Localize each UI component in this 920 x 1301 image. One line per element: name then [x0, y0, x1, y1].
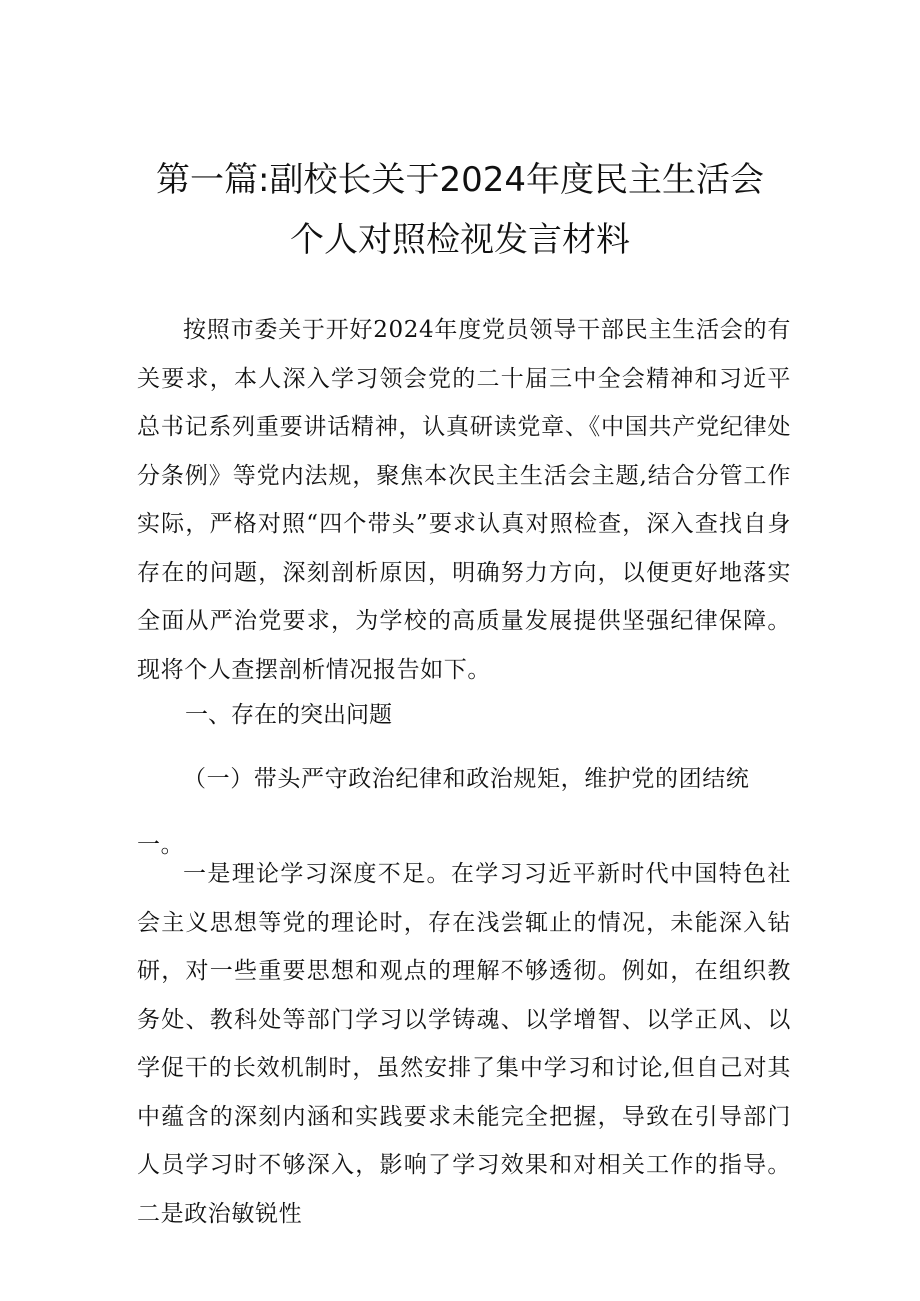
document-title-line-2: 个人对照检视发言材料 — [290, 220, 630, 260]
body-paragraph: 一是理论学习深度不足。在学习习近平新时代中国特色社会主义思想等党的理论时，存在浅尝辄止的情况，未能深入钻研，对一些重要思想和观点的理解不够透彻。例如，在组织教务处、教科处等部门学习以学铸魂、以学增智、以学正风、以学促干的长效机制时，虽然安排了集中学习和讨论,但自己对其中蕴含的深刻内涵和实践要求未能完全把握，导致在引导部门人员学习时不够深入，影响了学习效果和对相关工作的指导。二是政治敏锐性 — [137, 861, 791, 1227]
subsection-heading: （一）带头严守政治纪律和政治规矩，维护党的团结统一。 — [137, 766, 750, 858]
section-heading: 一、存在的突出问题 — [185, 702, 392, 728]
document-title-line-1: 第一篇:副校长关于2024年度民主生活会 — [156, 160, 764, 200]
intro-paragraph: 按照市委关于开好2024年度党员领导干部民主生活会的有关要求，本人深入学习领会党的二十届三中全会精神和习近平总书记系列重要讲话精神，认真研读党章、《中国共产党纪律处分条例》等党内法规，聚焦本次民主生活会主题,结合分管工作实际，严格对照“四个带头”要求认真对照检查，深入查找自身存在的问题，深刻剖析原因，明确努力方向，以便更好地落实全面从严治党要求，为学校的高质量发展提供坚强纪律保障。现将个人查摆剖析情况报告如下。 — [137, 317, 791, 683]
